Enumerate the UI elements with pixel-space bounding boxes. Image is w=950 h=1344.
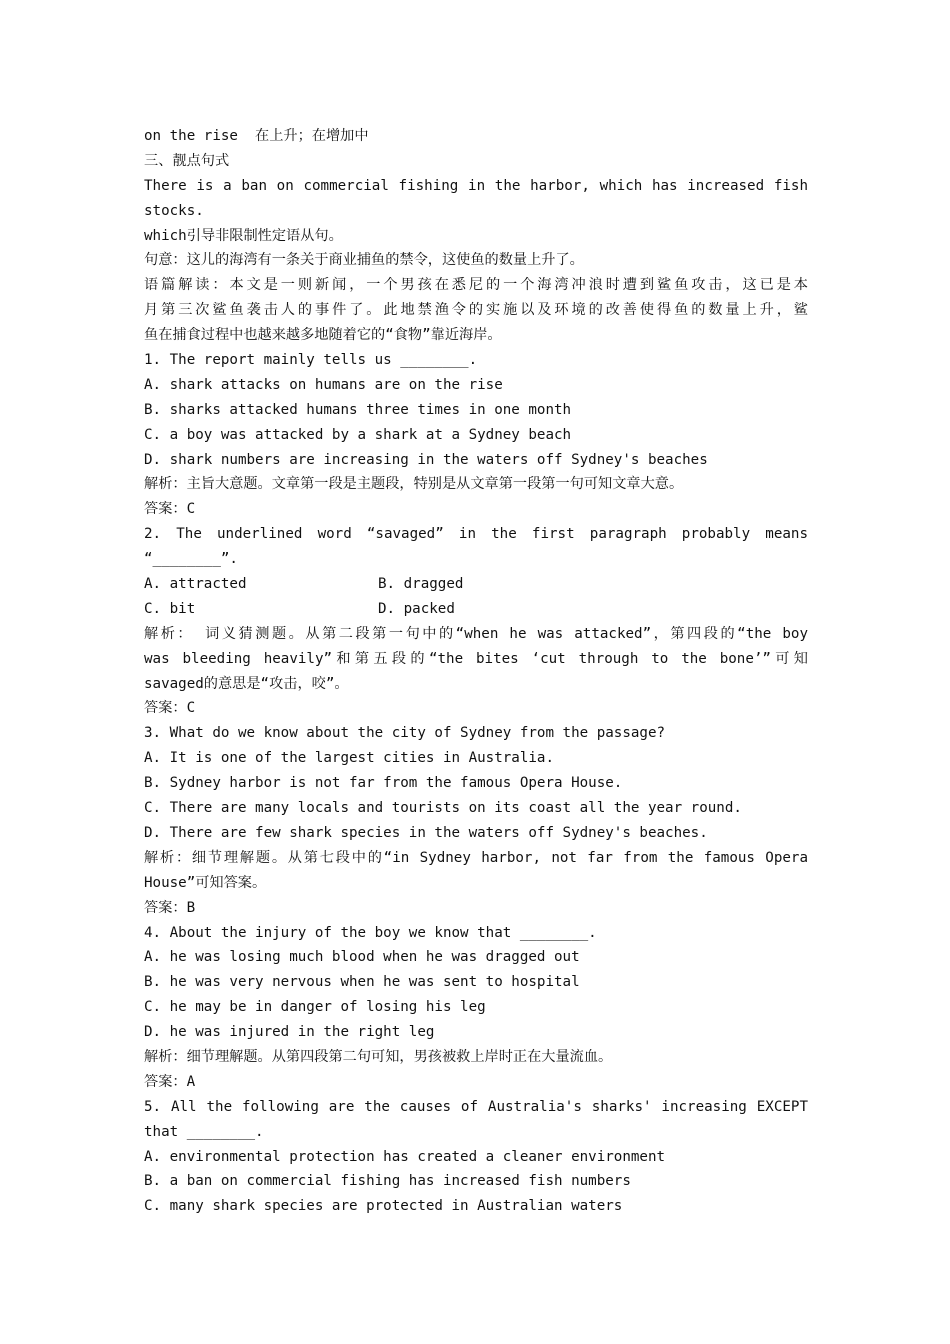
question-3-analysis-line-2: House”可知答案。 [144,874,267,891]
question-2-answer: 答案：C [144,700,196,717]
question-4-option-c: C. he may be in danger of losing his leg [144,999,486,1016]
question-3-option-b: B. Sydney harbor is not far from the famous Opera House. [144,775,623,792]
question-1-option-a: A. shark attacks on humans are on the rise [144,376,503,393]
question-1-stem: 1. The report mainly tells us ________. [144,352,478,369]
example-sentence-line-2: stocks. [144,202,204,219]
question-2-options-row-2 [144,597,808,622]
question-4-option-b: B. he was very nervous when he was sent to hospital [144,974,580,991]
question-4-answer: 答案：A [144,1073,196,1090]
example-sentence-line-1: There is a ban on commercial fishing in the harbor, which has increased fish [144,177,808,194]
document-body [144,124,808,1219]
question-2-stem-line-1: 2. The underlined word “savaged” in the first paragraph probably means [144,526,808,543]
question-2-analysis-line-1: 解析： 词义猜测题。从第二段第一句中的“when he was attacked”，第四段的“the boy [144,625,808,642]
question-2-analysis-line-3: savaged的意思是“攻击，咬”。 [144,675,349,692]
question-2-option-b: B. dragged [378,576,464,593]
question-5-stem-line-1: 5. All the following are the causes of Australia's sharks' increasing EXCEPT [144,1098,808,1115]
sentence-meaning: 句意：这儿的海湾有一条关于商业捕鱼的禁令，这使鱼的数量上升了。 [144,252,584,269]
question-4-stem: 4. About the injury of the boy we know that ________. [144,924,597,941]
question-1-option-d: D. shark numbers are increasing in the waters off Sydney's beaches [144,451,708,468]
question-1-answer: 答案：C [144,501,196,518]
question-2-option-a: A. attracted [144,576,247,593]
question-1-option-b: B. sharks attacked humans three times in one month [144,401,572,418]
passage-analysis-line-3: 鱼在捕食过程中也越来越多地随着它的“食物”靠近海岸。 [144,327,502,344]
question-2-analysis-line-2: was bleeding heavily”和第五段的“the bites ‘cut through to the bone’”可知 [144,650,808,667]
question-3-option-d: D. There are few shark species in the waters off Sydney's beaches. [144,824,708,841]
question-3-answer: 答案：B [144,899,196,916]
question-3-option-c: C. There are many locals and tourists on its coast all the year round. [144,800,742,817]
section-heading: 三、靓点句式 [144,152,230,169]
question-2-stem-line-2: “________”. [144,551,238,568]
question-4-option-a: A. he was losing much blood when he was dragged out [144,949,580,966]
question-3-option-a: A. It is one of the largest cities in Australia. [144,750,554,767]
question-5-option-a: A. environmental protection has created a cleaner environment [144,1148,666,1165]
question-3-analysis-line-1: 解析：细节理解题。从第七段中的“in Sydney harbor, not far from the famous Opera [144,849,808,866]
question-2-option-d: D. packed [378,600,455,617]
question-5-option-b: B. a ban on commercial fishing has increased fish numbers [144,1173,631,1190]
phrase-line: on the rise 在上升；在增加中 [144,128,369,144]
question-3-stem: 3. What do we know about the city of Sydney from the passage? [144,725,666,742]
question-1-option-c: C. a boy was attacked by a shark at a Sydney beach [144,426,572,443]
question-2-option-c: C. bit [144,600,196,617]
question-1-analysis: 解析：主旨大意题。文章第一段是主题段，特别是从文章第一段第一句可知文章大意。 [144,476,684,493]
passage-analysis-line-1: 语篇解读：本文是一则新闻，一个男孩在悉尼的一个海湾冲浪时遭到鲨鱼攻击，这已是本 [144,277,808,294]
question-2-options-row-1 [144,572,808,597]
question-5-option-c: C. many shark species are protected in Australian waters [144,1198,623,1215]
question-5-stem-line-2: that ________. [144,1123,264,1140]
grammar-note: which引导非限制性定语从句。 [144,227,343,244]
question-4-option-d: D. he was injured in the right leg [144,1024,435,1041]
passage-analysis-line-2: 月第三次鲨鱼袭击人的事件了。此地禁渔令的实施以及环境的改善使得鱼的数量上升，鲨 [144,302,808,319]
question-4-analysis: 解析：细节理解题。从第四段第二句可知，男孩被救上岸时正在大量流血。 [144,1048,613,1065]
